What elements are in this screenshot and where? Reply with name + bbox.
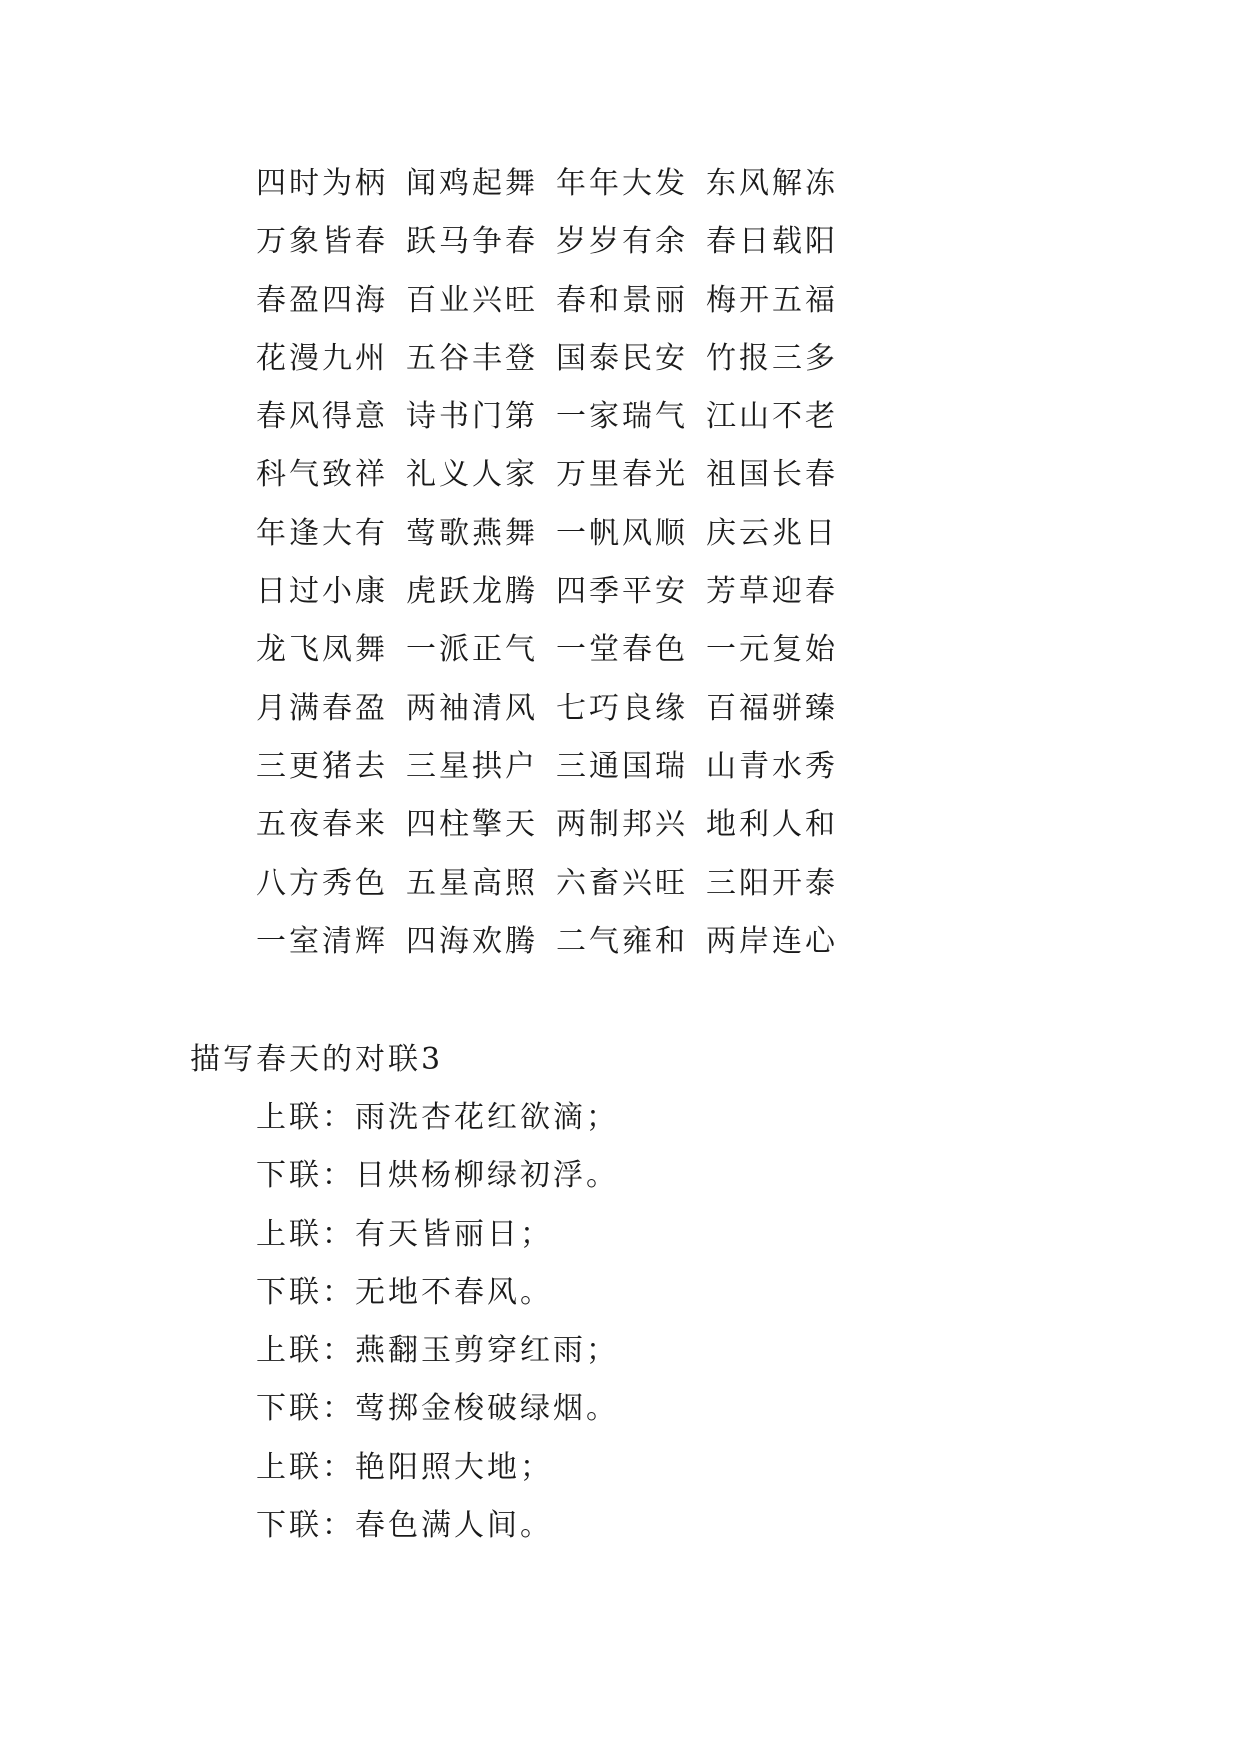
- idiom-cell: 五夜春来: [256, 807, 388, 843]
- idiom-cell: 跃马争春: [406, 224, 538, 260]
- idiom-cell: 梅开五福: [706, 282, 838, 318]
- couplet-line: 下联：无地不春风。: [256, 1274, 553, 1310]
- idiom-cell: 四时为柄: [256, 166, 388, 201]
- couplet-list: [256, 1089, 619, 1555]
- idiom-cell: 一派正气: [406, 632, 538, 668]
- idiom-cell: 莺歌燕舞: [406, 515, 538, 551]
- idiom-cell: 芳草迎春: [706, 574, 838, 610]
- idiom-cell: 一家瑞气: [556, 399, 688, 435]
- idiom-grid: [256, 155, 856, 971]
- idiom-cell: 四柱擎天: [406, 807, 538, 843]
- idiom-cell: 春盈四海: [256, 282, 388, 318]
- idiom-cell: 四海欢腾: [406, 923, 538, 959]
- idiom-cell: 一堂春色: [556, 632, 688, 668]
- idiom-cell: 一帆风顺: [556, 515, 688, 551]
- couplet-line: 上联：雨洗杏花红欲滴；: [256, 1100, 619, 1135]
- idiom-cell: 一室清辉: [256, 923, 388, 959]
- idiom-cell: 礼义人家: [406, 457, 538, 493]
- idiom-cell: 年逢大有: [256, 515, 388, 551]
- idiom-cell: 花漫九州: [256, 340, 388, 376]
- idiom-cell: 五谷丰登: [406, 340, 538, 376]
- idiom-cell: 两岸连心: [706, 923, 838, 959]
- idiom-cell: 八方秀色: [256, 865, 388, 901]
- idiom-cell: 科气致祥: [256, 457, 388, 493]
- couplet-line: 下联：莺掷金梭破绿烟。: [256, 1391, 619, 1427]
- couplet-line: 上联：有天皆丽日；: [256, 1216, 553, 1252]
- couplet-line: 下联：日烘杨柳绿初浮。: [256, 1158, 619, 1194]
- idiom-cell: 五星高照: [406, 865, 538, 901]
- idiom-cell: 山青水秀: [706, 748, 838, 784]
- idiom-cell: 一元复始: [706, 632, 838, 668]
- idiom-cell: 东风解冻: [706, 166, 838, 201]
- idiom-cell: 三阳开泰: [706, 865, 838, 901]
- idiom-cell: 二气雍和: [556, 923, 688, 959]
- couplet-line: 下联：春色满人间。: [256, 1508, 553, 1544]
- idiom-cell: 三星拱户: [406, 748, 538, 784]
- section-heading: 描写春天的对联3: [190, 1042, 444, 1077]
- idiom-cell: 七巧良缘: [556, 690, 688, 726]
- idiom-cell: 日过小康: [256, 574, 388, 610]
- idiom-cell: 百业兴旺: [406, 282, 538, 318]
- idiom-cell: 春日载阳: [706, 224, 838, 260]
- idiom-cell: 江山不老: [706, 399, 838, 435]
- idiom-cell: 龙飞凤舞: [256, 632, 388, 668]
- idiom-cell: 万象皆春: [256, 224, 388, 260]
- idiom-cell: 两袖清风: [406, 690, 538, 726]
- idiom-cell: 祖国长春: [706, 457, 838, 493]
- idiom-cell: 万里春光: [556, 457, 688, 493]
- idiom-cell: 诗书门第: [406, 399, 538, 435]
- idiom-cell: 岁岁有余: [556, 224, 688, 260]
- idiom-cell: 三更猪去: [256, 748, 388, 784]
- idiom-cell: 两制邦兴: [556, 807, 688, 843]
- idiom-cell: 百福骈臻: [706, 690, 838, 726]
- idiom-cell: 春和景丽: [556, 282, 688, 318]
- idiom-cell: 年年大发: [556, 166, 688, 201]
- idiom-cell: 庆云兆日: [706, 515, 838, 551]
- idiom-cell: 国泰民安: [556, 340, 688, 376]
- idiom-cell: 六畜兴旺: [556, 865, 688, 901]
- couplet-line: 上联：艳阳照大地；: [256, 1449, 553, 1485]
- idiom-cell: 虎跃龙腾: [406, 574, 538, 610]
- idiom-cell: 地利人和: [706, 807, 838, 843]
- idiom-cell: 月满春盈: [256, 690, 388, 726]
- idiom-cell: 春风得意: [256, 399, 388, 435]
- idiom-cell: 竹报三多: [706, 340, 838, 376]
- couplet-line: 上联：燕翻玉剪穿红雨；: [256, 1333, 619, 1369]
- idiom-cell: 四季平安: [556, 574, 688, 610]
- idiom-cell: 三通国瑞: [556, 748, 688, 784]
- idiom-cell: 闻鸡起舞: [406, 166, 538, 201]
